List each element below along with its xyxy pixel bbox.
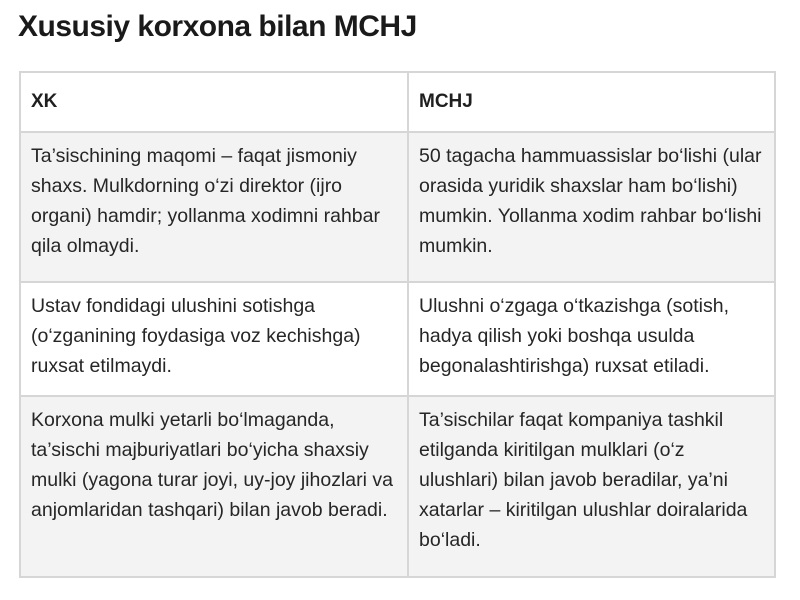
comparison-table bbox=[19, 71, 776, 578]
table-row bbox=[20, 132, 775, 282]
header-xk: XK bbox=[20, 72, 408, 132]
cell-xk-liability: Korxona mulki yetarli bo‘lmaganda, ta’sischi majburiyatlari bo‘yicha shaxsiy mulki (yagona turar joyi, uy-joy jihozlari va anjomlaridan tashqari) bilan javob beradi. bbox=[20, 396, 408, 577]
cell-mchj-share-transfer: Ulushni o‘zgaga o‘tkazishga (sotish, hadya qilish yoki boshqa usulda begonalashtirishga) ruxsat etiladi. bbox=[408, 282, 775, 396]
cell-xk-founder-status: Ta’sischining maqomi – faqat jismoniy shaxs. Mulkdorning o‘zi direktor (ijro organi) hamdir; yollanma xodimni rahbar qila olmaydi. bbox=[20, 132, 408, 282]
page-title: Xususiy korxona bilan MCHJ bbox=[18, 10, 417, 43]
header-mchj: MCHJ bbox=[408, 72, 775, 132]
table-row bbox=[20, 396, 775, 577]
table-row bbox=[20, 282, 775, 396]
cell-xk-share-transfer: Ustav fondidagi ulushini sotishga (o‘zganining foydasiga voz kechishga) ruxsat etilmaydi. bbox=[20, 282, 408, 396]
cell-mchj-liability: Ta’sischilar faqat kompaniya tashkil etilganda kiritilgan mulklari (o‘z ulushlari) bilan javob beradilar, ya’ni xatarlar – kiritilgan ulushlar doiralarida bo‘ladi. bbox=[408, 396, 775, 577]
cell-mchj-founder-status: 50 tagacha hammuassislar bo‘lishi (ular orasida yuridik shaxslar ham bo‘lishi) mumkin. Yollanma xodim rahbar bo‘lishi mumkin. bbox=[408, 132, 775, 282]
table-header-row bbox=[20, 72, 775, 132]
